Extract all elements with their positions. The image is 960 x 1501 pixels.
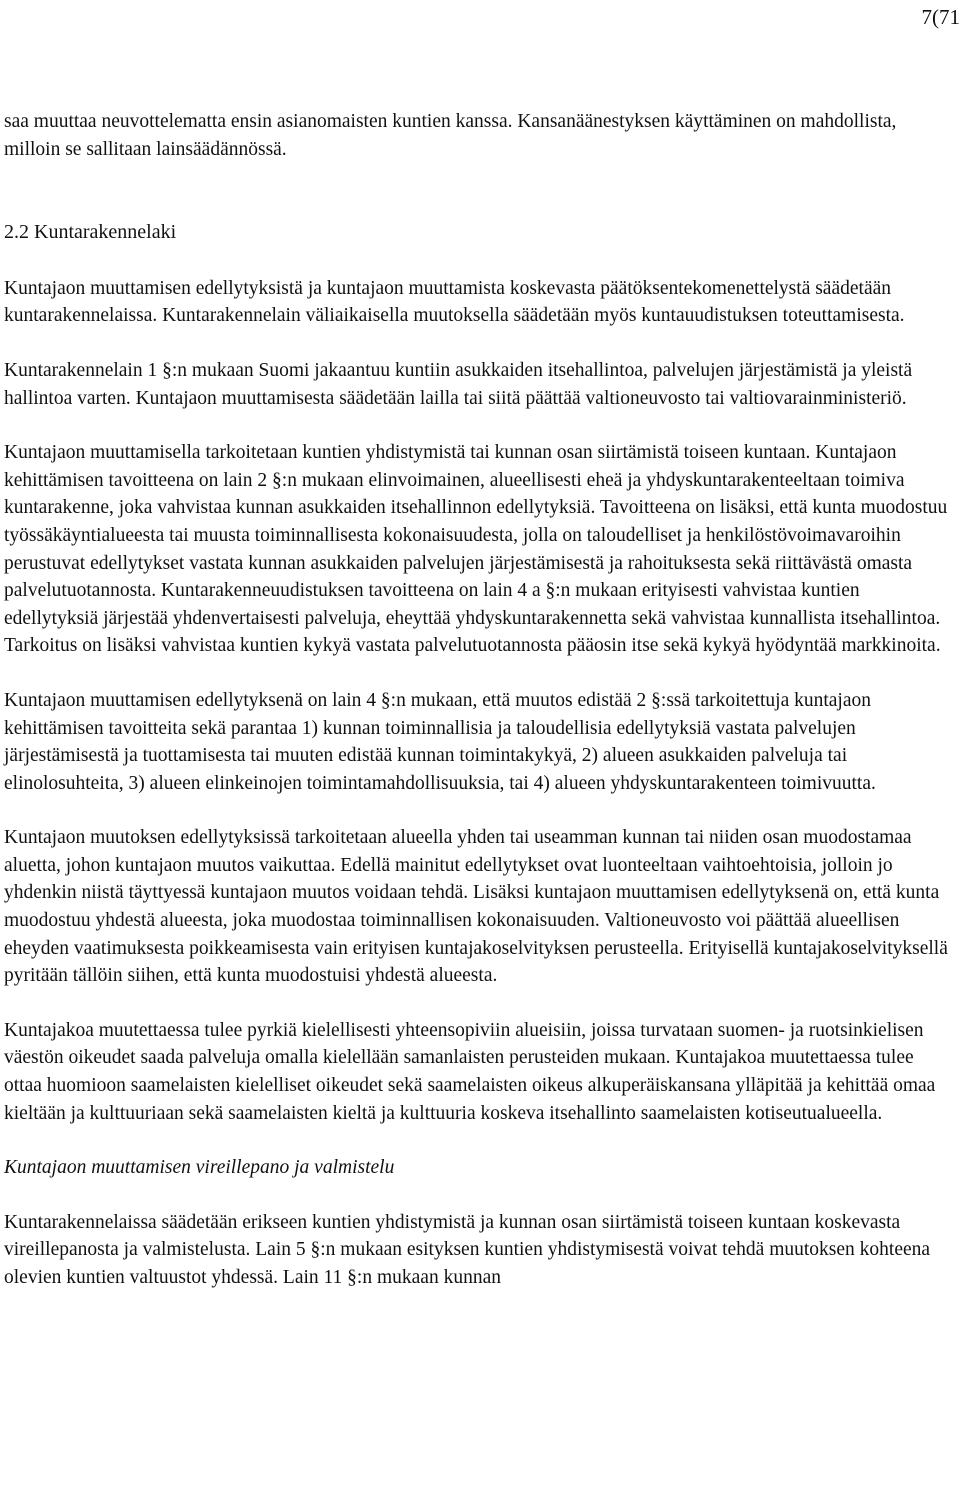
subsection-heading: Kuntajaon muuttamisen vireillepano ja valmistelu	[4, 1157, 395, 1179]
document-body	[4, 108, 954, 1292]
paragraph: Kuntajaon muuttamisen edellytyksenä on lain 4 §:n mukaan, että muutos edistää 2 §:ssä tarkoitettuja kuntajaon kehittämisen tavoitteita sekä parantaa 1) kunnan toiminnallisia ja taloudellisia edellytyksiä vastata palvelujen järjestämisestä ja tuottamisesta tai muuten edistää kunnan toimintakykyä, 2) alueen asukkaiden palveluja tai elinolosuhteita, 3) alueen elinkeinojen toimintamahdollisuuksia, tai 4) alueen yhdyskuntarakenteen toimivuutta.	[4, 689, 876, 794]
paragraph: Kuntajaon muutoksen edellytyksissä tarkoitetaan alueella yhden tai useamman kunnan tai niiden osan muodostamaa aluetta, johon kuntajaon muutos vaikuttaa. Edellä mainitut edellytykset ovat luonteeltaan vaihtoehtoisia, jolloin jo yhdenkin niistä täyttyessä kuntajaon muutos voidaan tehdä. Lisäksi kuntajaon muuttamisen edellytyksenä on, että kunta muodostuu yhdestä alueesta, joka muodostaa toiminnallisen kokonaisuuden. Valtioneuvosto voi päättää alueellisen eheyden vaatimuksesta poikkeamisesta vain erityisen kuntajakoselvityksen perusteella. Erityisellä kuntajakoselvityksellä pyritään tällöin siihen, että kunta muodostuisi yhdestä alueesta.	[4, 827, 948, 987]
paragraph: Kuntajaon muuttamisella tarkoitetaan kuntien yhdistymistä tai kunnan osan siirtämistä toiseen kuntaan. Kuntajaon kehittämisen tavoitteena on lain 2 §:n mukaan elinvoimainen, alueellisesti eheä ja yhdyskuntarakenteeltaan toimiva kuntarakenne, joka vahvistaa kunnan asukkaiden itsehallinnon edellytyksiä. Tavoitteena on lisäksi, että kunta muodostuu työssäkäyntialueesta tai muusta toiminnallisesta kokonaisuudesta, jolla on taloudelliset ja henkilöstövoimavaroihin perustuvat edellytykset vastata kunnan asukkaiden palvelujen järjestämisestä ja rahoituksesta sekä riittävästä omasta palvelutuotannosta. Kuntarakenneuudistuksen tavoitteena on lain 4 a §:n mukaan erityisesti vahvistaa kuntien edellytyksiä järjestää yhdenvertaisesti palveluja, eheyttää yhdyskuntarakennetta sekä vahvistaa kunnallista itsehallintoa. Tarkoitus on lisäksi vahvistaa kuntien kykyä vastata palvelutuotannosta pääosin itse sekä kykyä hyödyntää markkinoita.	[4, 442, 948, 657]
section-heading: 2.2 Kuntarakennelaki	[4, 221, 177, 244]
paragraph: Kuntarakennelain 1 §:n mukaan Suomi jakaantuu kuntiin asukkaiden itsehallintoa, palvelujen järjestämistä ja yleistä hallintoa varten. Kuntajaon muuttamisesta säädetään lailla tai siitä päättää valtioneuvosto tai valtiovarainministeriö.	[4, 359, 913, 409]
paragraph: Kuntajakoa muutettaessa tulee pyrkiä kielellisesti yhteensopiviin alueisiin, joissa turvataan suomen- ja ruotsinkielisen väestön oikeudet saada palveluja omalla kielellään samanlaisten perusteiden mukaan. Kuntajakoa muutettaessa tulee ottaa huomioon saamelaisten kielelliset oikeudet sekä saamelaisten oikeus alkuperäiskansana ylläpitää ja kehittää omaa kieltään ja kulttuuriaan sekä saamelaisten kieltä ja kulttuuria koskeva itsehallinto saamelaisten kotiseutualueella.	[4, 1019, 936, 1124]
page-number: 7(71	[921, 5, 960, 29]
paragraph-continuation: saa muuttaa neuvottelematta ensin asianomaisten kuntien kanssa. Kansanäänestyksen käyttäminen on mahdollista, milloin se sallitaan lainsäädännössä.	[4, 111, 897, 160]
paragraph: Kuntajaon muuttamisen edellytyksistä ja kuntajaon muuttamista koskevasta päätöksentekomenettelystä säädetään kuntarakennelaissa. Kuntarakennelain väliaikaisella muutoksella säädetään myös kuntauudistuksen toteuttamisesta.	[4, 277, 905, 327]
paragraph: Kuntarakennelaissa säädetään erikseen kuntien yhdistymistä ja kunnan osan siirtämistä toiseen kuntaan koskevasta vireillepanosta ja valmistelusta. Lain 5 §:n mukaan esityksen kuntien yhdistymisestä voivat tehdä muutoksen kohteena olevien kuntien valtuustot yhdessä. Lain 11 §:n mukaan kunnan	[4, 1211, 931, 1288]
